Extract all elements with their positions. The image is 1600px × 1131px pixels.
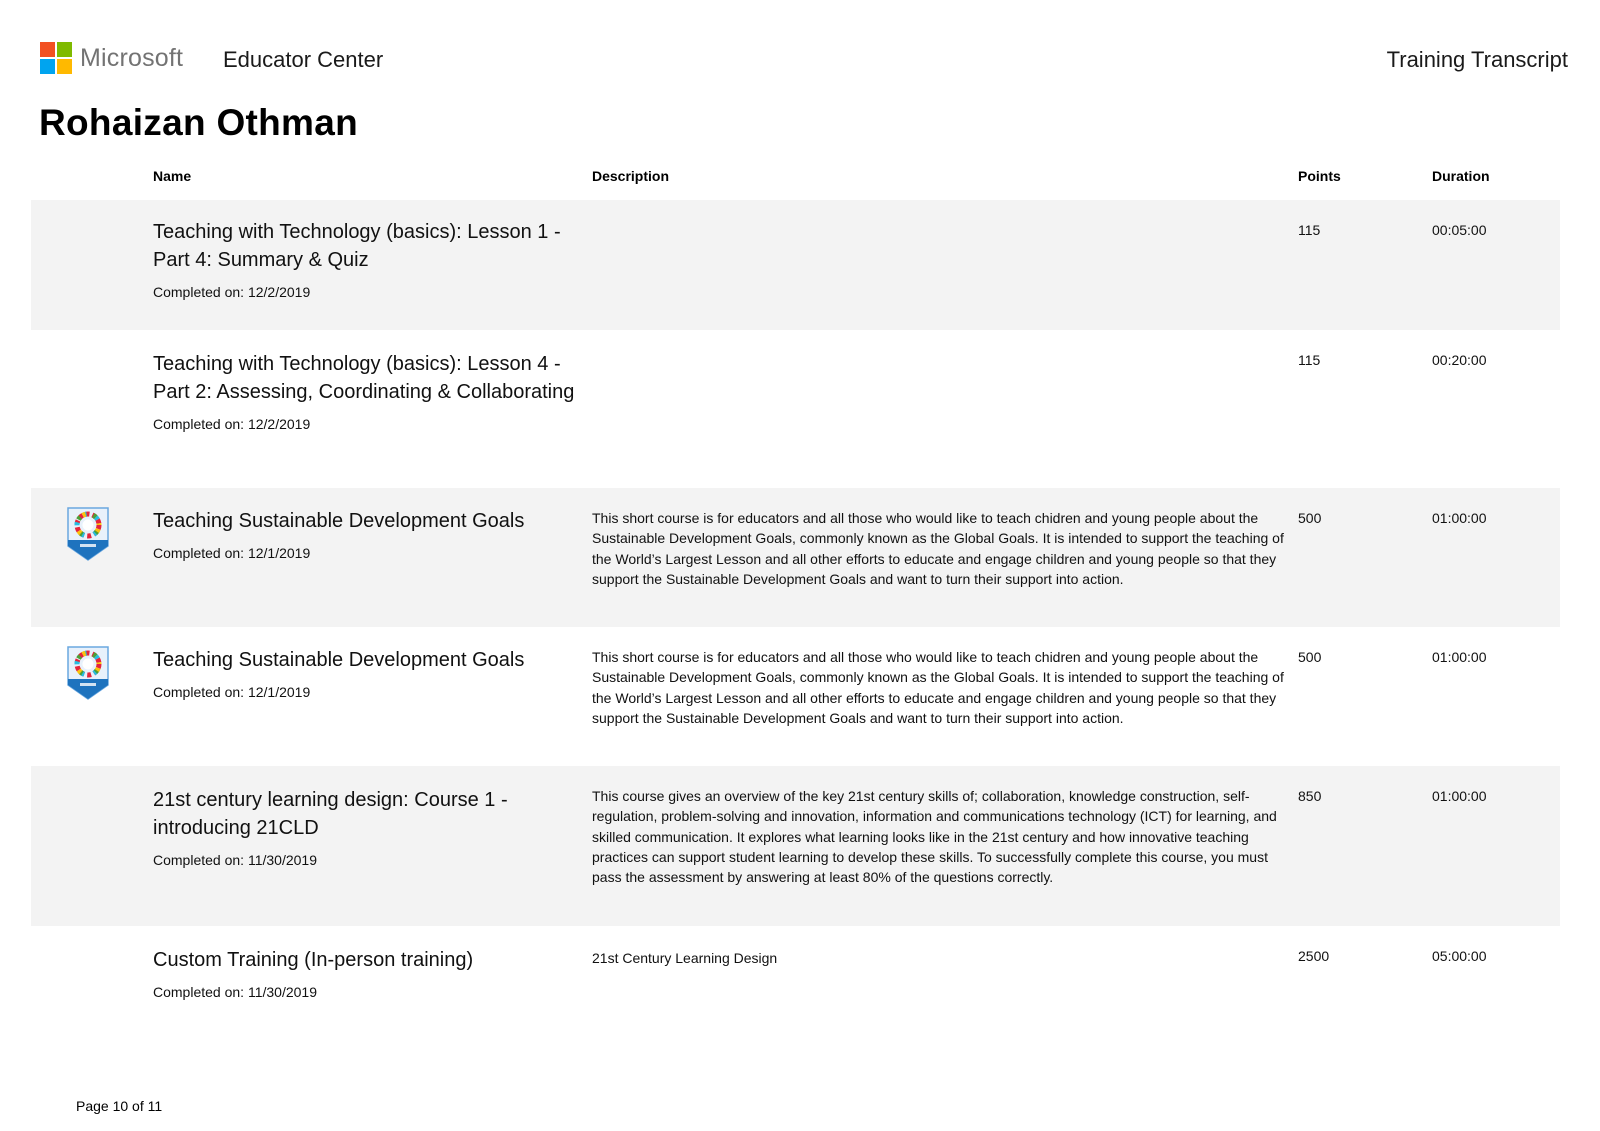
transcript-table: [31, 200, 1560, 1036]
completed-date: Completed on: 11/30/2019: [153, 852, 317, 868]
course-description: 21st Century Learning Design: [592, 950, 778, 966]
completed-date: Completed on: 12/2/2019: [153, 284, 311, 300]
header: [40, 40, 1568, 80]
table-row: [31, 766, 1560, 926]
points-value: 2500: [1298, 948, 1330, 964]
course-title: Custom Training (In-person training): [153, 949, 474, 971]
completed-date: Completed on: 12/1/2019: [153, 684, 311, 700]
points-value: 500: [1298, 510, 1322, 526]
points-value: 850: [1298, 788, 1322, 804]
table-row: [31, 926, 1560, 1036]
course-title: Teaching Sustainable Development Goals: [153, 510, 525, 532]
table-row: [31, 488, 1560, 627]
column-header-name: Name: [153, 168, 192, 184]
course-title: Teaching with Technology (basics): Lesson 1 - Part 4: Summary & Quiz: [153, 221, 561, 271]
course-description: This short course is for educators and all those who would like to teach chidren and young people about the Sustainable Development Goals, commonly known as the Global Goals. It is intended to support the teaching of the World’s Largest Lesson and all other efforts to educate and engage children and young people so that they support the Sustainable Development Goals and want to turn their support into action.: [592, 649, 1284, 726]
course-description: This course gives an overview of the key 21st century skills of; collaboration, knowledge construction, self-regulation, problem-solving and innovation, information and communications technology (ICT) for learning, and skilled communication. It explores what learning looks like in the 21st century and how innovative teaching practices can support student learning to develop these skills. To successfully complete this course, you must pass the assessment by answering at least 80% of the questions correctly.: [592, 788, 1277, 886]
duration-value: 01:00:00: [1432, 649, 1487, 665]
table-row: [31, 627, 1560, 766]
center-name: Educator Center: [223, 47, 384, 72]
course-title: Teaching with Technology (basics): Lesson 4 - Part 2: Assessing, Coordinating & Collaborating: [153, 353, 575, 403]
completed-date: Completed on: 12/1/2019: [153, 545, 311, 561]
duration-value: 01:00:00: [1432, 510, 1487, 526]
person-name: Rohaizan Othman: [39, 102, 359, 143]
duration-value: 05:00:00: [1432, 948, 1487, 964]
course-title: Teaching Sustainable Development Goals: [153, 649, 525, 671]
completed-date: Completed on: 12/2/2019: [153, 416, 311, 432]
table-row: [31, 200, 1560, 330]
column-header-duration: Duration: [1432, 168, 1490, 184]
duration-value: 00:20:00: [1432, 352, 1487, 368]
points-value: 115: [1298, 222, 1321, 238]
brand-name: Microsoft: [80, 43, 184, 72]
completed-date: Completed on: 11/30/2019: [153, 984, 317, 1000]
points-value: 115: [1298, 352, 1321, 368]
points-value: 500: [1298, 649, 1322, 665]
table-row: [31, 330, 1560, 488]
page-number: Page 10 of 11: [76, 1098, 163, 1114]
sdg-badge-icon: [65, 645, 111, 701]
column-header-description: Description: [592, 168, 670, 184]
duration-value: 01:00:00: [1432, 788, 1487, 804]
microsoft-logo-icon: [40, 42, 72, 74]
document-title: Training Transcript: [1386, 47, 1568, 72]
column-header-points: Points: [1298, 168, 1341, 184]
duration-value: 00:05:00: [1432, 222, 1487, 238]
microsoft-logo: [40, 42, 183, 74]
course-description: This short course is for educators and all those who would like to teach chidren and young people about the Sustainable Development Goals, commonly known as the Global Goals. It is intended to support the teaching of the World’s Largest Lesson and all other efforts to educate and engage children and young people so that they support the Sustainable Development Goals and want to turn their support into action.: [592, 510, 1284, 587]
sdg-badge-icon: [65, 506, 111, 562]
course-title: 21st century learning design: Course 1 - introducing 21CLD: [153, 789, 508, 839]
